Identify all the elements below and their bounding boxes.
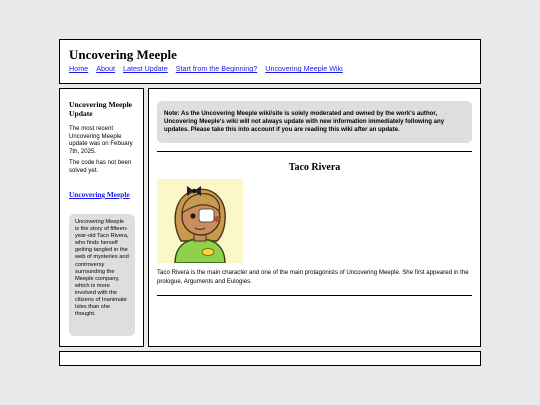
main-content	[148, 88, 481, 347]
code-status-text: The code has not been solved yet.	[69, 159, 132, 174]
update-heading: Uncovering Meeple Update	[69, 100, 133, 118]
nav-link-home[interactable]: Home	[69, 64, 89, 73]
character-portrait	[157, 179, 243, 263]
divider	[157, 295, 472, 296]
article-title: Taco Rivera	[288, 162, 341, 173]
recent-update-text: The most recent Uncovering Meeple update was on Febuary 7th, 2025.	[69, 125, 133, 155]
nav-link-wiki[interactable]: Uncovering Meeple Wiki	[265, 64, 343, 73]
header	[59, 39, 481, 84]
article-intro: Taco Rivera is the main character and one of the main protagonists of Uncovering Meeple. She first appeared in the prologue, Arguments and Eulogies.	[157, 269, 469, 285]
story-summary-card: Uncovering Meeple is the story of fifteen-year-old Taco Rivera, who finds herself getting tangled in the web of mysteries and controversy surrounding the Meeple company, which is more involved with the citizens of Inanimate Isles than she thought.	[69, 214, 135, 336]
nav-link-about[interactable]: About	[96, 64, 115, 73]
sidebar-story-link[interactable]: Uncovering Meeple	[69, 190, 130, 199]
nav-link-start-from-beginning[interactable]: Start from the Beginning?	[175, 64, 258, 73]
site-title: Uncovering Meeple	[69, 47, 177, 62]
top-nav	[69, 64, 343, 73]
moderation-note: Note: As the Uncovering Meeple wiki/site is solely moderated and owned by the work's author, Uncovering Meeple's wiki will not always update with new information immediately following any updates. Please take this into account if you are reading this wiki after an update.	[157, 101, 472, 143]
footer	[59, 351, 481, 366]
nav-link-latest-update[interactable]: Latest Update	[122, 64, 168, 73]
divider	[157, 151, 472, 152]
character-portrait-illustration	[157, 179, 243, 263]
sidebar	[59, 88, 144, 347]
